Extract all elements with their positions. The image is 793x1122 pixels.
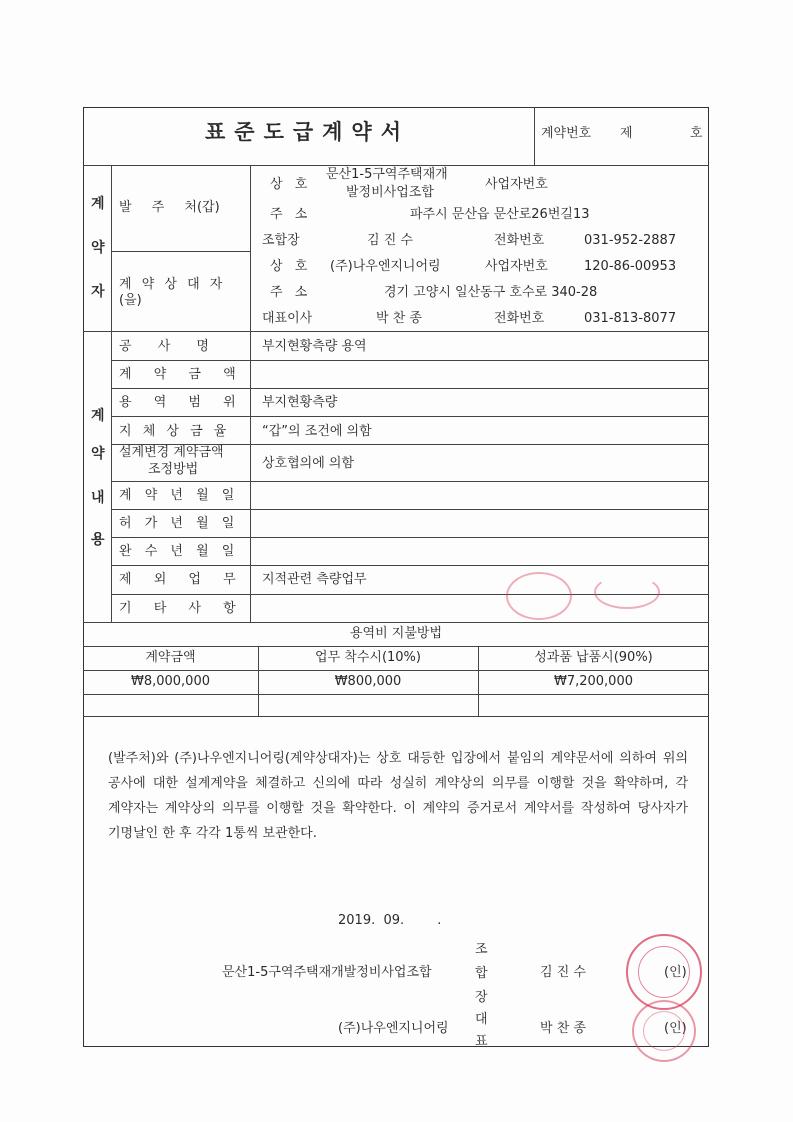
client-phone: 031-952-2887 (584, 233, 677, 248)
signatory-org: 문산1-5구역주택재개발정비사업조합 (222, 965, 432, 980)
divider (111, 565, 709, 566)
detail-label: 계 약 금 액 (119, 367, 241, 382)
signatory-name: 김 진 수 (540, 965, 586, 980)
detail-label: 제 외 업 무 (119, 572, 241, 587)
divider (250, 165, 251, 622)
divider (111, 509, 709, 510)
side-label-char: 약 (91, 446, 105, 462)
client-address: 파주시 문산읍 문산로26번길13 (410, 207, 590, 222)
divider (83, 716, 709, 717)
detail-label: 완 수 년 월 일 (119, 544, 237, 559)
counterparty-name-label: 상 호 (270, 259, 308, 274)
divider (111, 537, 709, 538)
contract-no-je: 제 (620, 126, 633, 141)
payment-value: ₩7,200,000 (553, 674, 633, 689)
counterparty-bizno: 120-86-00953 (584, 259, 677, 274)
side-label-char: 약 (91, 240, 105, 256)
side-label-char: 자 (91, 284, 105, 300)
counterparty-address: 경기 고양시 일산동구 호수로 340-28 (384, 285, 598, 300)
divider (111, 481, 709, 482)
detail-value: 부지현황측량 용역 (262, 339, 367, 354)
detail-label: 용 역 범 위 (119, 395, 241, 410)
side-label-char: 계 (91, 196, 105, 212)
counterparty-phone-label: 전화번호 (494, 311, 545, 326)
payment-value: ₩800,000 (334, 674, 402, 689)
detail-label: 지 체 상 금 율 (119, 424, 229, 439)
divider (111, 388, 709, 389)
divider (83, 331, 709, 332)
signatory-role-char: 장 (475, 990, 488, 1005)
signatory-role-char: 표 (475, 1034, 488, 1049)
divider (111, 251, 250, 252)
detail-label: 계 약 년 월 일 (119, 488, 237, 503)
divider (83, 622, 709, 623)
detail-value: “갑”의 조건에 의함 (262, 424, 372, 439)
contract-date: 2019. 09. . (338, 913, 442, 928)
contract-no-label: 계약번호 (541, 126, 592, 141)
counterparty-label: 계 약 상 대 자 (119, 277, 226, 292)
divider (83, 694, 709, 695)
payment-value: ₩8,000,000 (130, 674, 210, 689)
signatory-seal-mark: (인) (664, 965, 687, 980)
payment-header: 계약금액 (145, 650, 196, 665)
divider (111, 360, 709, 361)
seal-stamp (632, 1000, 696, 1062)
client-name-label: 상 호 (270, 177, 308, 192)
detail-value: 상호협의에 의함 (262, 456, 355, 471)
seal-stamp (626, 934, 702, 1010)
counterparty-address-label: 주 소 (270, 285, 308, 300)
divider (111, 165, 112, 622)
counterparty-rep-label: 대표이사 (262, 311, 313, 326)
counterparty-phone: 031-813-8077 (584, 311, 677, 326)
side-label-char: 용 (91, 532, 105, 548)
contract-no-ho: 호 (690, 126, 703, 141)
client-rep-name: 김 진 수 (367, 233, 413, 248)
counterparty-name: (주)나우엔지니어링 (330, 259, 441, 274)
signatory-seal-mark: (인) (664, 1021, 687, 1036)
divider (83, 165, 709, 166)
detail-label: 설계변경 계약금액 (119, 445, 224, 460)
payment-title: 용역비 지불방법 (349, 626, 443, 641)
client-phone-label: 전화번호 (494, 233, 545, 248)
detail-label: 공 사 명 (119, 339, 220, 354)
detail-label-sub: 조정방법 (148, 462, 199, 477)
side-label-char: 계 (91, 408, 105, 424)
counterparty-rep-name: 박 찬 종 (376, 311, 422, 326)
contract-statement: (발주처)와 (주)나우엔지니어링(계약상대자)는 상호 대등한 입장에서 붙임의 계약문서에 의하여 위의 공사에 대한 설계계약을 체결하고 신의에 따라 성실히 계약상의 의무를 이행할 것을 확약하며, 각 계약자는 계약상의 의무를 이행할 것을 확약한다. 이 계약의 증거로서 계약서를 작성하여 당사자가 기명날인 한 후 각각 1통씩 보관한다. (108, 751, 688, 841)
detail-value: 지적관련 측량업무 (262, 572, 367, 587)
seal-stamp (506, 572, 572, 620)
page-title: 표준도급계약서 (205, 120, 411, 144)
divider (83, 670, 709, 671)
signatory-role-char: 합 (475, 966, 488, 981)
client-label: 발 주 처(갑) (119, 200, 220, 215)
signatory-role-char: 조 (475, 942, 488, 957)
detail-label: 허 가 년 월 일 (119, 516, 237, 531)
counterparty-label-sub: (을) (119, 293, 142, 308)
signatory-org: (주)나우엔지니어링 (338, 1021, 449, 1036)
signatory-role-char: 대 (475, 1012, 488, 1027)
payment-header: 성과품 납품시(90%) (534, 650, 653, 665)
client-bizno-label: 사업자번호 (485, 177, 548, 192)
seal-stamp (594, 575, 660, 609)
divider (534, 107, 535, 165)
client-name-line2: 발정비사업조합 (346, 185, 434, 200)
divider (83, 646, 709, 647)
counterparty-bizno-label: 사업자번호 (485, 259, 548, 274)
side-label-char: 내 (91, 490, 105, 506)
divider (111, 416, 709, 417)
client-name-line1: 문산1-5구역주택재개 (326, 167, 448, 182)
signatory-name: 박 찬 종 (540, 1021, 586, 1036)
payment-header: 업무 착수시(10%) (315, 650, 421, 665)
detail-value: 부지현황측량 (262, 395, 338, 410)
client-rep-label: 조합장 (262, 233, 300, 248)
client-address-label: 주 소 (270, 207, 308, 222)
detail-label: 기 타 사 항 (119, 601, 241, 616)
